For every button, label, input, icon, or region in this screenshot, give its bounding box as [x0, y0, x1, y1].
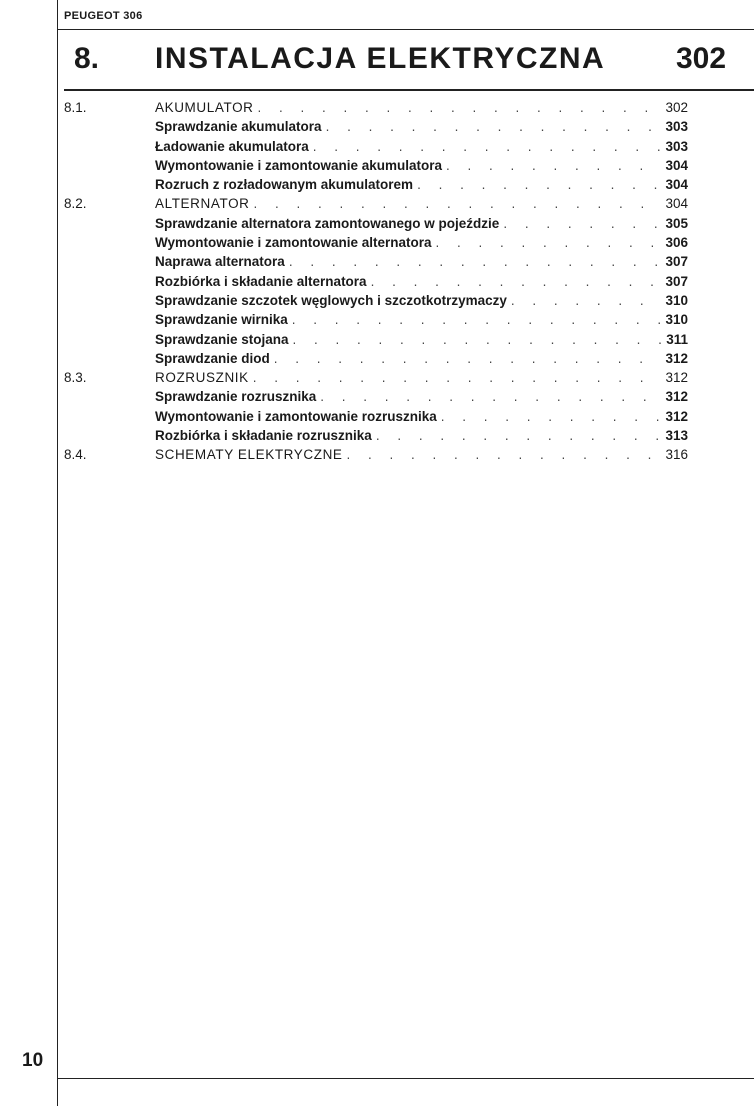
title-rule — [64, 89, 754, 91]
toc-dot-leader — [376, 426, 661, 445]
toc-entry — [64, 272, 688, 291]
toc-entry-page: 302 — [665, 100, 688, 115]
toc-dot-leader — [371, 272, 661, 291]
toc-entry — [64, 252, 688, 271]
toc-entry-page: 303 — [665, 119, 688, 135]
toc-entry-label: ALTERNATOR — [155, 196, 250, 212]
toc-entry-page: 312 — [665, 389, 688, 405]
toc-entry-page: 307 — [665, 254, 688, 270]
toc-dot-leader — [503, 214, 661, 233]
toc-entry-page: 312 — [665, 408, 688, 424]
toc-entry — [64, 387, 688, 406]
toc-entry-line — [155, 349, 688, 368]
toc-entry-label: Rozbiórka i składanie alternatora — [155, 273, 367, 289]
toc-dot-leader — [446, 156, 661, 175]
toc-entry-line — [155, 233, 688, 252]
toc-entry-line — [155, 98, 688, 117]
toc-entry-label: Sprawdzanie szczotek węglowych i szczotkotrzymaczy — [155, 292, 507, 308]
toc-entry-label: Sprawdzanie wirnika — [155, 312, 288, 328]
toc-entry-page: 304 — [665, 157, 688, 173]
toc-entry-line — [155, 214, 688, 233]
toc-entry — [64, 175, 688, 194]
toc-entry-line — [155, 194, 688, 213]
toc-entry — [64, 156, 688, 175]
toc-entry-page: 304 — [665, 196, 688, 212]
left-margin-rule — [57, 0, 58, 1106]
chapter-page: 302 — [676, 42, 727, 75]
toc-entry-number: 8.3. — [64, 370, 87, 386]
toc-entry-label: Sprawdzanie stojana — [155, 331, 289, 347]
toc-entry-label: AKUMULATOR — [155, 100, 254, 115]
toc-dot-leader — [320, 387, 661, 406]
toc-entry — [64, 137, 688, 156]
table-of-contents — [64, 98, 688, 465]
toc-entry-line — [155, 368, 688, 387]
toc-entry — [64, 368, 688, 387]
toc-entry — [64, 330, 688, 349]
toc-entry-line — [155, 445, 688, 464]
toc-entry-line — [155, 310, 688, 329]
toc-entry-page: 311 — [666, 331, 688, 347]
toc-entry — [64, 233, 688, 252]
toc-entry-page: 307 — [665, 273, 688, 289]
toc-entry-number: 8.2. — [64, 196, 87, 212]
toc-entry-line — [155, 117, 688, 136]
toc-entry-page: 305 — [665, 215, 688, 231]
toc-entry-line — [155, 426, 688, 445]
toc-entry-label: ROZRUSZNIK — [155, 370, 249, 386]
toc-entry-line — [155, 387, 688, 406]
toc-entry — [64, 291, 688, 310]
chapter-number: 8. — [74, 42, 100, 75]
toc-entry-label: Rozruch z rozładowanym akumulatorem — [155, 177, 414, 193]
toc-dot-leader — [253, 368, 661, 387]
toc-dot-leader — [313, 137, 661, 156]
toc-entry-page: 312 — [665, 370, 688, 386]
toc-entry-page: 304 — [665, 177, 688, 193]
toc-entry-page: 310 — [665, 292, 688, 308]
toc-entry-label: Rozbiórka i składanie rozrusznika — [155, 428, 372, 444]
toc-entry-label: SCHEMATY ELEKTRYCZNE — [155, 447, 343, 463]
toc-entry-line — [155, 407, 688, 426]
toc-dot-leader — [258, 98, 661, 117]
toc-entry-page: 310 — [665, 312, 688, 328]
toc-dot-leader — [347, 445, 661, 464]
chapter-title: INSTALACJA ELEKTRYCZNA — [155, 42, 606, 75]
toc-entry-line — [155, 330, 688, 349]
toc-dot-leader — [292, 310, 661, 329]
toc-entry-line — [155, 156, 688, 175]
toc-entry-label: Sprawdzanie akumulatora — [155, 119, 322, 135]
page-number: 10 — [22, 1050, 44, 1071]
toc-dot-leader — [436, 233, 661, 252]
toc-dot-leader — [441, 407, 661, 426]
toc-dot-leader — [511, 291, 661, 310]
toc-entry — [64, 310, 688, 329]
toc-entry-label: Wymontowanie i zamontowanie rozrusznika — [155, 408, 437, 424]
toc-entry-page: 312 — [665, 350, 688, 366]
header-rule — [57, 29, 754, 30]
toc-dot-leader — [417, 175, 661, 194]
toc-entry — [64, 426, 688, 445]
toc-entry — [64, 407, 688, 426]
toc-dot-leader — [293, 330, 661, 349]
toc-entry-line — [155, 252, 688, 271]
toc-entry-line — [155, 291, 688, 310]
toc-entry-label: Sprawdzanie rozrusznika — [155, 389, 317, 405]
toc-entry — [64, 214, 688, 233]
toc-dot-leader — [326, 117, 661, 136]
toc-entry-label: Naprawa alternatora — [155, 254, 285, 270]
toc-entry-line — [155, 175, 688, 194]
toc-entry — [64, 349, 688, 368]
toc-entry-label: Wymontowanie i zamontowanie akumulatora — [155, 157, 443, 173]
toc-entry-page: 303 — [665, 138, 688, 154]
toc-entry-label: Sprawdzanie alternatora zamontowanego w pojeździe — [155, 215, 500, 231]
toc-entry — [64, 98, 688, 117]
footer-rule — [57, 1078, 754, 1079]
toc-entry-label: Ładowanie akumulatora — [155, 138, 309, 154]
toc-entry-page: 316 — [665, 447, 688, 463]
toc-entry-label: Wymontowanie i zamontowanie alternatora — [155, 235, 432, 251]
toc-entry — [64, 117, 688, 136]
toc-entry — [64, 445, 688, 464]
toc-entry-number: 8.1. — [64, 100, 87, 115]
toc-entry-line — [155, 272, 688, 291]
toc-entry — [64, 194, 688, 213]
running-head: PEUGEOT 306 — [64, 10, 143, 22]
toc-dot-leader — [289, 252, 661, 271]
toc-dot-leader — [274, 349, 661, 368]
toc-entry-line — [155, 137, 688, 156]
toc-dot-leader — [254, 194, 661, 213]
toc-entry-page: 306 — [665, 235, 688, 251]
toc-entry-label: Sprawdzanie diod — [155, 350, 270, 366]
toc-entry-page: 313 — [665, 428, 688, 444]
toc-entry-number: 8.4. — [64, 447, 87, 463]
